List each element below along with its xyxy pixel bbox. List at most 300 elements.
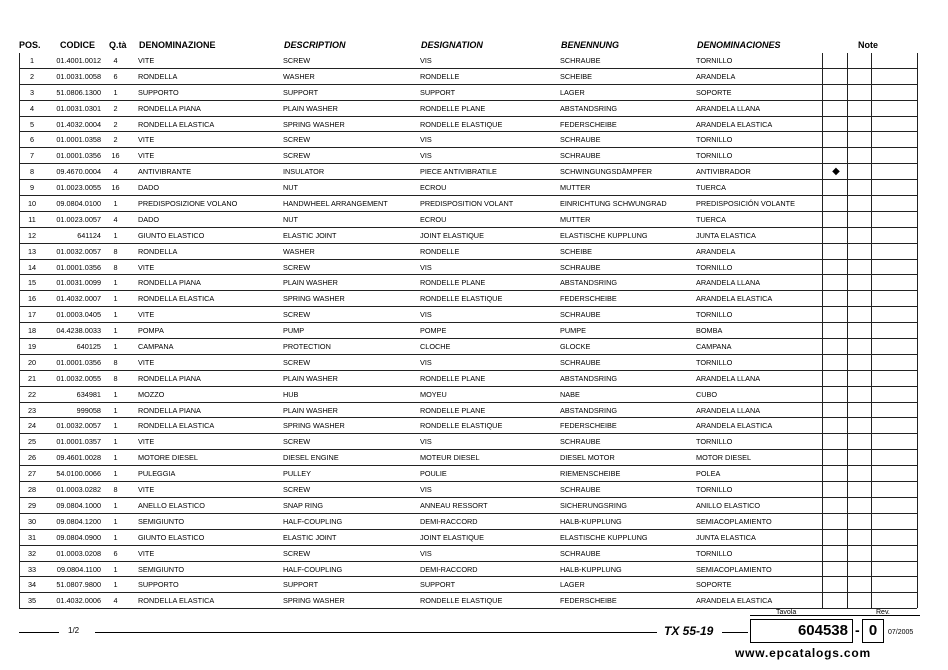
german-name: FEDERSCHEIBE (560, 421, 617, 431)
part-code: 01.0031.0099 (56, 278, 101, 288)
table-row (19, 434, 917, 450)
english-name: SPRING WASHER (283, 119, 345, 129)
german-name: SCHRAUBE (560, 56, 601, 65)
italian-name: RONDELLA ELASTICA (138, 421, 215, 431)
part-code: 01.4032.0004 (56, 119, 101, 129)
part-code: 01.4032.0006 (56, 596, 101, 606)
english-name: PLAIN WASHER (283, 373, 338, 383)
german-name: SCHRAUBE (560, 135, 601, 145)
german-name: FEDERSCHEIBE (560, 596, 617, 606)
row-position: 30 (27, 516, 37, 526)
revision-date: 07/2005 (888, 629, 914, 636)
italian-name: MOZZO (138, 389, 165, 399)
english-name: PROTECTION (283, 342, 331, 352)
table-row (19, 228, 917, 244)
row-position: 35 (27, 596, 37, 606)
french-name: VIS (420, 151, 432, 161)
table-row (19, 466, 917, 482)
row-position: 25 (27, 437, 37, 447)
english-name: PLAIN WASHER (283, 278, 338, 288)
row-position: 21 (27, 373, 37, 383)
english-name: PLAIN WASHER (283, 103, 338, 113)
part-code: 01.0001.0356 (56, 262, 101, 272)
row-position: 5 (29, 119, 35, 129)
quantity: 2 (113, 135, 118, 145)
table-row (19, 530, 917, 546)
french-name: VIS (420, 135, 432, 145)
table-row (19, 355, 917, 371)
row-position: 27 (27, 469, 37, 479)
german-name: PUMPE (560, 326, 586, 336)
part-code: 01.0001.0358 (56, 135, 101, 145)
part-code: 09.0804.0100 (56, 199, 101, 209)
spanish-name: TORNILLO (696, 437, 733, 447)
table-row (19, 514, 917, 530)
english-name: ELASTIC JOINT (283, 532, 337, 542)
german-name: FEDERSCHEIBE (560, 294, 617, 304)
part-code: 09.0804.1000 (56, 500, 101, 510)
row-position: 22 (27, 389, 37, 399)
italian-name: VITE (138, 310, 155, 320)
french-name: MOTEUR DIESEL (420, 453, 480, 463)
table-row (19, 339, 917, 355)
part-code: 01.0032.0055 (56, 373, 101, 383)
german-name: LAGER (560, 580, 585, 590)
table-row (19, 403, 917, 419)
tavola-dash: - (855, 622, 860, 638)
german-name: RIEMENSCHEIBE (560, 469, 621, 479)
quantity: 1 (113, 564, 118, 574)
row-position: 20 (27, 357, 37, 367)
part-code: 01.0023.0057 (56, 214, 101, 224)
table-row (19, 85, 917, 101)
quantity: 1 (113, 389, 118, 399)
spanish-name: PREDISPOSICIÓN VOLANTE (696, 199, 795, 209)
spanish-name: TORNILLO (696, 135, 733, 145)
italian-name: MOTORE DIESEL (138, 453, 198, 463)
footer-rule-right (722, 632, 748, 633)
row-position: 10 (27, 199, 37, 209)
row-position: 1 (29, 56, 35, 65)
german-name: HALB-KUPPLUNG (560, 564, 622, 574)
row-position: 8 (29, 167, 35, 177)
french-name: SUPPORT (420, 87, 456, 97)
part-code: 09.0804.1100 (56, 564, 101, 574)
model-name: TX 55-19 (664, 624, 714, 638)
rev-number: 0 (862, 619, 884, 643)
spanish-name: TUERCA (696, 183, 726, 193)
spanish-name: ARANDELA LLANA (696, 103, 761, 113)
english-name: SPRING WASHER (283, 421, 345, 431)
french-name: CLOCHE (420, 342, 451, 352)
tavola-number: 604538 (750, 619, 853, 643)
table-row (19, 212, 917, 228)
table-row (19, 498, 917, 514)
italian-name: RONDELLA PIANA (138, 278, 201, 288)
spanish-name: SOPORTE (696, 580, 732, 590)
part-code: 01.4001.0012 (56, 56, 101, 65)
spanish-name: ARANDELA (696, 246, 736, 256)
header-benennung: BENENNUNG (561, 40, 620, 50)
spanish-name: BOMBA (696, 326, 723, 336)
table-row (19, 53, 917, 69)
table-row (19, 180, 917, 196)
spanish-name: ARANDELA LLANA (696, 373, 761, 383)
quantity: 16 (111, 183, 120, 193)
footer-rule-middle (95, 632, 657, 633)
part-code: 09.0804.0900 (56, 532, 101, 542)
french-name: RONDELLE ELASTIQUE (420, 119, 503, 129)
footer-rule-left (19, 632, 59, 633)
french-name: MOYEU (420, 389, 447, 399)
part-code: 09.4601.0028 (56, 453, 101, 463)
quantity: 4 (113, 167, 118, 177)
german-name: SCHRAUBE (560, 437, 601, 447)
quantity: 1 (113, 294, 118, 304)
table-row (19, 101, 917, 117)
french-name: RONDELLE (420, 246, 460, 256)
french-name: RONDELLE (420, 71, 460, 81)
row-position: 23 (27, 405, 37, 415)
row-position: 4 (29, 103, 35, 113)
spanish-name: JUNTA ELASTICA (696, 230, 756, 240)
german-name: SCHWINGUNGSDÄMPFER (560, 167, 653, 177)
note-diamond-icon: ◆ (832, 166, 840, 178)
italian-name: GIUNTO ELASTICO (138, 532, 205, 542)
english-name: HUB (283, 389, 299, 399)
french-name: VIS (420, 357, 432, 367)
english-name: SCREW (283, 135, 311, 145)
italian-name: VITE (138, 151, 155, 161)
part-code: 51.0807.9800 (56, 580, 101, 590)
part-code: 01.0032.0057 (56, 246, 101, 256)
english-name: HALF-COUPLING (283, 516, 343, 526)
german-name: GLOCKE (560, 342, 591, 352)
quantity: 1 (113, 516, 118, 526)
quantity: 8 (113, 262, 118, 272)
english-name: NUT (283, 183, 298, 193)
english-name: HANDWHEEL ARRANGEMENT (283, 199, 388, 209)
spanish-name: SEMIACOPLAMIENTO (696, 516, 772, 526)
page-number: 1/2 (68, 626, 80, 635)
part-code: 51.0806.1300 (56, 87, 101, 97)
quantity: 1 (113, 199, 118, 209)
italian-name: RONDELLA PIANA (138, 373, 201, 383)
part-code: 01.0001.0356 (56, 357, 101, 367)
quantity: 1 (113, 421, 118, 431)
spanish-name: ARANDELA LLANA (696, 278, 761, 288)
german-name: ELASTISCHE KUPPLUNG (560, 230, 648, 240)
quantity: 1 (113, 87, 118, 97)
german-name: FEDERSCHEIBE (560, 119, 617, 129)
french-name: ANNEAU RESSORT (420, 500, 488, 510)
table-row (19, 260, 917, 276)
french-name: JOINT ELASTIQUE (420, 532, 484, 542)
header-designation: DESIGNATION (421, 40, 483, 50)
french-name: DEMI-RACCORD (420, 564, 478, 574)
quantity: 1 (113, 278, 118, 288)
english-name: SUPPORT (283, 580, 319, 590)
row-position: 24 (27, 421, 37, 431)
row-position: 34 (27, 580, 37, 590)
header-denominaciones: DENOMINACIONES (697, 40, 781, 50)
table-row (19, 117, 917, 133)
spanish-name: JUNTA ELASTICA (696, 532, 756, 542)
table-row (19, 291, 917, 307)
italian-name: VITE (138, 56, 155, 65)
row-position: 14 (27, 262, 37, 272)
german-name: MUTTER (560, 183, 591, 193)
table-row (19, 148, 917, 164)
english-name: WASHER (283, 71, 315, 81)
quantity: 1 (113, 437, 118, 447)
row-position: 32 (27, 548, 37, 558)
german-name: SCHRAUBE (560, 485, 601, 495)
table-row (19, 450, 917, 466)
english-name: SCREW (283, 151, 311, 161)
german-name: SCHEIBE (560, 71, 593, 81)
english-name: SCREW (283, 56, 311, 65)
french-name: RONDELLE ELASTIQUE (420, 294, 503, 304)
header-codice: CODICE (60, 40, 96, 50)
italian-name: GIUNTO ELASTICO (138, 230, 205, 240)
german-name: ABSTANDSRING (560, 373, 618, 383)
row-position: 19 (27, 342, 37, 352)
german-name: LAGER (560, 87, 585, 97)
table-row (19, 371, 917, 387)
italian-name: ANTIVIBRANTE (138, 167, 192, 177)
english-name: ELASTIC JOINT (283, 230, 337, 240)
german-name: SCHRAUBE (560, 548, 601, 558)
french-name: ECROU (420, 214, 447, 224)
italian-name: VITE (138, 437, 155, 447)
row-position: 11 (28, 214, 36, 224)
spanish-name: TORNILLO (696, 262, 733, 272)
german-name: DIESEL MOTOR (560, 453, 615, 463)
spanish-name: ARANDELA ELASTICA (696, 421, 773, 431)
french-name: VIS (420, 485, 432, 495)
table-row (19, 387, 917, 403)
french-name: PREDISPOSITION VOLANT (420, 199, 514, 209)
part-code: 634981 (76, 389, 101, 399)
header-pos: POS. (19, 40, 41, 50)
quantity: 1 (113, 310, 118, 320)
english-name: SCREW (283, 548, 311, 558)
row-position: 33 (27, 564, 37, 574)
table-row (19, 562, 917, 578)
rev-label: Rev. (876, 609, 890, 616)
english-name: SPRING WASHER (283, 294, 345, 304)
table-row (19, 275, 917, 291)
table-row (19, 323, 917, 339)
quantity: 1 (113, 580, 118, 590)
spanish-name: ARANDELA LLANA (696, 405, 761, 415)
english-name: DIESEL ENGINE (283, 453, 339, 463)
german-name: SCHRAUBE (560, 310, 601, 320)
spanish-name: SOPORTE (696, 87, 732, 97)
french-name: VIS (420, 56, 432, 65)
english-name: SCREW (283, 437, 311, 447)
french-name: RONDELLE ELASTIQUE (420, 421, 503, 431)
german-name: ELASTISCHE KUPPLUNG (560, 532, 648, 542)
french-name: VIS (420, 262, 432, 272)
italian-name: POMPA (138, 326, 164, 336)
german-name: SCHRAUBE (560, 262, 601, 272)
row-position: 3 (29, 87, 35, 97)
english-name: SPRING WASHER (283, 596, 345, 606)
italian-name: VITE (138, 485, 155, 495)
header-description: DESCRIPTION (284, 40, 346, 50)
french-name: RONDELLE PLANE (420, 103, 486, 113)
italian-name: RONDELLA (138, 246, 178, 256)
part-code: 01.0001.0356 (56, 151, 101, 161)
italian-name: DADO (138, 183, 160, 193)
row-position: 26 (27, 453, 37, 463)
quantity: 2 (113, 103, 118, 113)
table-row (19, 196, 917, 212)
quantity: 16 (111, 151, 120, 161)
italian-name: RONDELLA ELASTICA (138, 596, 215, 606)
part-code: 09.0804.1200 (56, 516, 101, 526)
row-position: 29 (27, 500, 37, 510)
french-name: JOINT ELASTIQUE (420, 230, 484, 240)
row-position: 7 (29, 151, 35, 161)
spanish-name: MOTOR DIESEL (696, 453, 752, 463)
italian-name: DADO (138, 214, 160, 224)
french-name: RONDELLE PLANE (420, 278, 486, 288)
part-code: 01.0003.0405 (56, 310, 101, 320)
french-name: RONDELLE PLANE (420, 373, 486, 383)
english-name: SUPPORT (283, 87, 319, 97)
table-right-border (917, 53, 918, 608)
italian-name: PULEGGIA (138, 469, 176, 479)
english-name: WASHER (283, 246, 315, 256)
french-name: VIS (420, 310, 432, 320)
french-name: DEMI-RACCORD (420, 516, 478, 526)
header-note: Note (858, 40, 878, 50)
part-code: 01.0003.0208 (56, 548, 101, 558)
english-name: PULLEY (283, 469, 311, 479)
french-name: VIS (420, 548, 432, 558)
italian-name: PREDISPOSIZIONE VOLANO (138, 199, 238, 209)
italian-name: SEMIGIUNTO (138, 516, 185, 526)
quantity: 8 (113, 246, 118, 256)
spanish-name: CAMPANA (696, 342, 732, 352)
tavola-label: Tavola (776, 609, 797, 616)
german-name: SICHERUNGSRING (560, 500, 627, 510)
german-name: NABE (560, 389, 580, 399)
german-name: EINRICHTUNG SCHWUNGRAD (560, 199, 667, 209)
spanish-name: TORNILLO (696, 548, 733, 558)
spanish-name: TORNILLO (696, 151, 733, 161)
row-position: 2 (29, 71, 35, 81)
french-name: RONDELLE PLANE (420, 405, 486, 415)
row-position: 17 (27, 310, 37, 320)
quantity: 1 (113, 405, 118, 415)
table-row (19, 418, 917, 434)
part-code: 01.0031.0058 (56, 71, 101, 81)
english-name: PUMP (283, 326, 305, 336)
italian-name: VITE (138, 262, 155, 272)
italian-name: CAMPANA (138, 342, 174, 352)
french-name: POULIE (420, 469, 447, 479)
italian-name: RONDELLA ELASTICA (138, 294, 215, 304)
english-name: SNAP RING (283, 500, 324, 510)
german-name: ABSTANDSRING (560, 405, 618, 415)
english-name: SCREW (283, 485, 311, 495)
header-denominazione: DENOMINAZIONE (139, 40, 216, 50)
quantity: 1 (113, 230, 118, 240)
spanish-name: TUERCA (696, 214, 726, 224)
quantity: 8 (113, 357, 118, 367)
quantity: 6 (113, 548, 118, 558)
french-name: POMPE (420, 326, 447, 336)
part-code: 999058 (76, 405, 101, 415)
quantity: 8 (113, 373, 118, 383)
table-row (19, 69, 917, 85)
table-row (19, 307, 917, 323)
spanish-name: ARANDELA ELASTICA (696, 119, 773, 129)
italian-name: VITE (138, 357, 155, 367)
english-name: SCREW (283, 262, 311, 272)
german-name: SCHEIBE (560, 246, 593, 256)
row-position: 15 (27, 278, 37, 288)
row-position: 16 (27, 294, 37, 304)
part-code: 641124 (77, 230, 101, 240)
part-code: 01.0023.0055 (56, 183, 101, 193)
french-name: RONDELLE ELASTIQUE (420, 596, 503, 606)
row-position: 31 (27, 532, 37, 542)
watermark: www.epcatalogs.com (735, 646, 871, 660)
table-row (19, 546, 917, 562)
quantity: 1 (113, 500, 118, 510)
spanish-name: ARANDELA ELASTICA (696, 294, 773, 304)
spanish-name: TORNILLO (696, 485, 733, 495)
table-row (19, 577, 917, 593)
footer-box-rule (750, 615, 920, 616)
spanish-name: TORNILLO (696, 56, 733, 65)
spanish-name: ANTIVIBRADOR (696, 167, 751, 177)
quantity: 8 (113, 485, 118, 495)
part-code: 01.0001.0357 (56, 437, 101, 447)
header-qta: Q.tà (109, 40, 127, 50)
quantity: 1 (113, 469, 118, 479)
table-row (19, 593, 917, 609)
part-code: 09.4670.0004 (56, 167, 101, 177)
english-name: NUT (283, 214, 298, 224)
german-name: HALB-KUPPLUNG (560, 516, 622, 526)
english-name: INSULATOR (283, 167, 325, 177)
quantity: 1 (113, 342, 118, 352)
german-name: ABSTANDSRING (560, 278, 618, 288)
row-position: 6 (29, 135, 35, 145)
row-position: 13 (27, 246, 37, 256)
quantity: 2 (113, 119, 118, 129)
spanish-name: ARANDELA ELASTICA (696, 596, 773, 606)
italian-name: RONDELLA (138, 71, 178, 81)
german-name: SCHRAUBE (560, 357, 601, 367)
spanish-name: ANILLO ELASTICO (696, 500, 761, 510)
table-row (19, 132, 917, 148)
row-position: 12 (27, 230, 37, 240)
french-name: ECROU (420, 183, 447, 193)
english-name: SCREW (283, 310, 311, 320)
parts-table (19, 53, 917, 609)
quantity: 1 (113, 532, 118, 542)
part-code: 01.0003.0282 (56, 485, 101, 495)
table-row (19, 244, 917, 260)
spanish-name: TORNILLO (696, 310, 733, 320)
